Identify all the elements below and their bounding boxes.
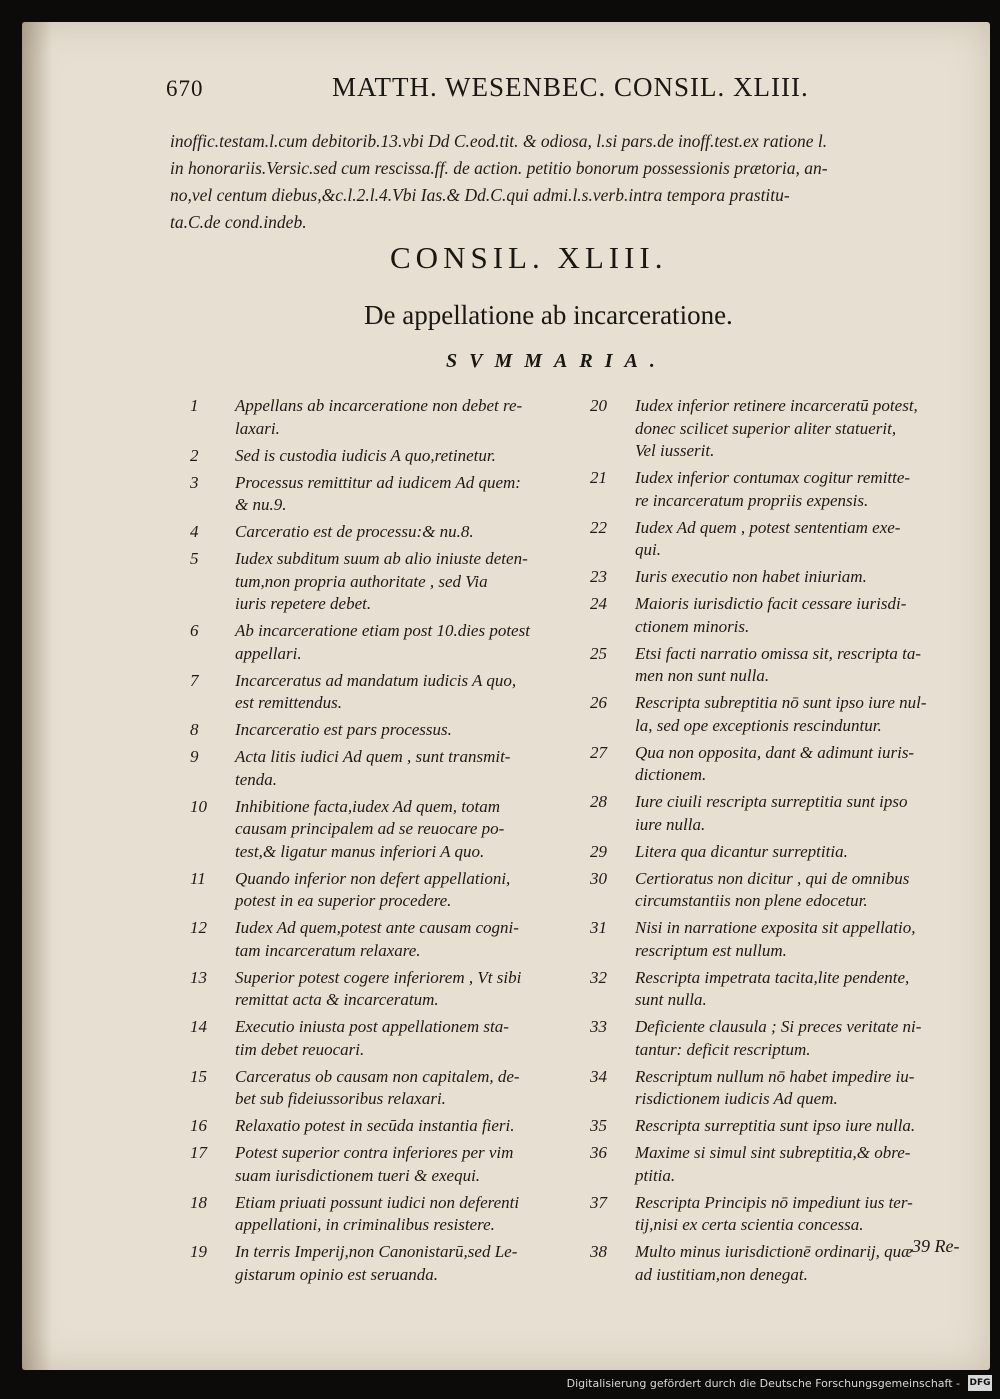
- entry-text-line: iuris repetere debet.: [235, 594, 372, 613]
- entry-number: 25: [590, 643, 607, 663]
- summaria-entry: [590, 868, 970, 913]
- entry-text-line: Rescriptum nullum nō habet impedire iu-: [635, 1066, 915, 1086]
- entry-text-line: Iudex inferior retinere incarceratū potest,: [635, 396, 918, 415]
- entry-number: 13: [190, 967, 207, 987]
- summaria-entry: [190, 395, 570, 440]
- entry-text-line: tim debet reuocari.: [235, 1039, 365, 1059]
- entry-text-line: Litera qua dicantur surreptitia.: [635, 841, 848, 861]
- text-line: inoffic.testam.l.cum debitorib.13.vbi Dd C.eod.tit. & odiosa, l.si pars.de inoff.test.ex ratione l.: [170, 131, 828, 151]
- running-head: [166, 72, 816, 108]
- entry-text-line: Rescripta impetrata tacita,lite pendente,: [635, 967, 910, 987]
- entry-number: 2: [190, 445, 199, 465]
- entry-text-line: Incarceratio est pars processus.: [235, 720, 452, 739]
- summaria-right-column: [590, 395, 970, 1291]
- summaria-entry: [590, 517, 970, 562]
- text-line: no,vel centum diebus,&c.l.2.l.4.Vbi Ias.& Dd.C.qui admi.l.s.verb.intra tempora prastitu-: [170, 185, 790, 205]
- summaria-entry: [590, 1115, 970, 1138]
- summaria-entry: [590, 791, 970, 836]
- text-line: in honorariis.Versic.sed cum rescissa.ff. de action. petitio bonorum possessionis prætoria, an-: [170, 158, 828, 178]
- entry-text-line: bet sub fideiussoribus relaxari.: [235, 1089, 446, 1108]
- entry-text-line: Incarceratus ad mandatum iudicis A quo,: [235, 670, 517, 690]
- entry-text-line: est remittendus.: [235, 693, 343, 712]
- summaria-entry: [190, 719, 570, 742]
- entry-text-line: qui.: [635, 540, 661, 559]
- entry-number: 7: [190, 670, 199, 690]
- summaria-entry: [190, 1142, 570, 1187]
- entry-text-line: risdictionem iudicis Ad quem.: [635, 1089, 838, 1108]
- summaria-entry: [190, 1241, 570, 1286]
- entry-text-line: Qua non opposita, dant & adimunt iuris-: [635, 742, 915, 762]
- entry-number: 4: [190, 522, 199, 541]
- summaria-entry: [190, 521, 570, 544]
- entry-text-line: Iudex subditum suum ab alio iniuste deten-: [235, 549, 528, 568]
- entry-text-line: Carceratus ob causam non capitalem, de-: [235, 1066, 520, 1086]
- entry-number: 10: [190, 796, 207, 816]
- consil-subject: De appellatione ab incarceratione.: [364, 300, 733, 330]
- entry-text-line: In terris Imperij,non Canonistarū,sed Le-: [235, 1242, 518, 1261]
- summaria-entry: [190, 1016, 570, 1061]
- entry-number: 26: [590, 693, 607, 712]
- entry-text-line: tum,non propria authoritate , sed Via: [235, 571, 488, 591]
- entry-text-line: suam iurisdictionem tueri & exequi.: [235, 1165, 481, 1185]
- summaria-entry: [590, 1142, 970, 1187]
- entry-number: 31: [590, 918, 607, 937]
- dfg-logo: DFG: [968, 1375, 992, 1391]
- entry-text-line: re incarceratum propriis expensis.: [635, 490, 869, 510]
- summaria-entry: [190, 472, 570, 517]
- entry-text-line: Inhibitione facta,iudex Ad quem, totam: [235, 796, 501, 816]
- entry-text-line: Nisi in narratione exposita sit appellatio,: [635, 918, 916, 937]
- summaria-entry: [190, 1192, 570, 1237]
- entry-text-line: Iure ciuili rescripta surreptitia sunt ipso: [635, 792, 908, 811]
- entry-text-line: test,& ligatur manus inferiori A quo.: [235, 841, 485, 861]
- entry-text-line: tij,nisi ex certa scientia concessa.: [635, 1215, 864, 1234]
- entry-number: 21: [590, 468, 607, 487]
- entry-text-line: ctionem minoris.: [635, 616, 750, 636]
- entry-number: 22: [590, 517, 607, 537]
- entry-text-line: Processus remittitur ad iudicem Ad quem:: [235, 472, 521, 492]
- entry-text-line: circumstantiis non plene edocetur.: [635, 891, 868, 910]
- summaria-entry: [190, 1115, 570, 1138]
- entry-text-line: Sed is custodia iudicis A quo,retinetur.: [235, 445, 496, 465]
- entry-text-line: Rescripta Principis nō impediunt ius ter-: [635, 1192, 913, 1212]
- summaria-left-column: [190, 395, 570, 1291]
- entry-text-line: remittat acta & incarceratum.: [235, 990, 439, 1009]
- entry-number: 37: [590, 1192, 607, 1212]
- entry-text-line: sunt nulla.: [635, 990, 707, 1009]
- entry-number: 17: [190, 1143, 207, 1162]
- entry-number: 5: [190, 549, 199, 568]
- summaria-entry: [590, 593, 970, 638]
- summaria-entry: [590, 1192, 970, 1237]
- summaria-entry: [190, 445, 570, 468]
- entry-number: 35: [590, 1116, 607, 1135]
- entry-text-line: laxari.: [235, 418, 280, 438]
- entry-text-line: causam principalem ad se reuocare po-: [235, 819, 505, 838]
- entry-text-line: Multo minus iurisdictionē ordinarij, quæ: [635, 1242, 913, 1261]
- entry-number: 15: [190, 1066, 207, 1086]
- entry-text-line: Potest superior contra inferiores per vim: [235, 1143, 514, 1162]
- entry-text-line: tantur: deficit rescriptum.: [635, 1039, 811, 1059]
- entry-text-line: Rescripta surreptitia sunt ipso iure nulla.: [635, 1116, 916, 1135]
- entry-text-line: Rescripta subreptitia nō sunt ipso iure nul-: [635, 693, 927, 712]
- summaria-entry: [190, 746, 570, 791]
- summaria-entry: [190, 796, 570, 864]
- summaria-entry: [590, 467, 970, 512]
- summaria-entry: [190, 868, 570, 913]
- entry-text-line: ad iustitiam,non denegat.: [635, 1264, 808, 1284]
- page-number: 670: [166, 76, 204, 101]
- entry-text-line: Appellans ab incarceratione non debet re-: [235, 396, 523, 415]
- entry-text-line: Quando inferior non defert appellationi,: [235, 868, 511, 888]
- entry-text-line: Etsi facti narratio omissa sit, rescripta ta-: [635, 643, 922, 663]
- summaria-entry: [590, 1066, 970, 1111]
- entry-number: 29: [590, 841, 607, 861]
- summaria-entry: [590, 643, 970, 688]
- entry-text-line: potest in ea superior procedere.: [235, 891, 452, 910]
- entry-text-line: Deficiente clausula ; Si preces veritate ni-: [635, 1017, 922, 1036]
- entry-text-line: iure nulla.: [635, 814, 706, 834]
- summaria-entry: [590, 742, 970, 787]
- summaria-heading: SVMMARIA.: [446, 350, 667, 372]
- entry-text-line: Maioris iurisdictio facit cessare iurisdi-: [635, 594, 907, 613]
- entry-text-line: Certioratus non dicitur , qui de omnibus: [635, 868, 910, 888]
- entry-text-line: dictionem.: [635, 765, 707, 784]
- running-title: MATTH. WESENBEC. CONSIL. XLIII.: [332, 72, 809, 102]
- entry-text-line: tenda.: [235, 769, 278, 789]
- summaria-entry: [590, 566, 970, 589]
- consil-title: CONSIL. XLIII.: [390, 240, 668, 275]
- entry-number: 28: [590, 792, 607, 811]
- text-line: ta.C.de cond.indeb.: [170, 212, 307, 232]
- entry-text-line: Executio iniusta post appellationem sta-: [235, 1017, 509, 1036]
- entry-number: 16: [190, 1116, 207, 1135]
- summaria-entry: [190, 1066, 570, 1111]
- summaria-entry: [590, 692, 970, 737]
- catchword: 39 Re-: [912, 1236, 960, 1256]
- entry-text-line: donec scilicet superior aliter statuerit,: [635, 418, 897, 438]
- entry-number: 36: [590, 1143, 607, 1162]
- entry-text-line: Vel iusserit.: [635, 441, 715, 460]
- footer-credit: Digitalisierung gefördert durch die Deutsche Forschungsgemeinschaft -: [566, 1377, 960, 1390]
- entry-text-line: appellationi, in criminalibus resistere.: [235, 1215, 495, 1234]
- entry-text-line: Maxime si simul sint subreptitia,& obre-: [635, 1143, 911, 1162]
- entry-number: 20: [590, 396, 607, 415]
- entry-text-line: Acta litis iudici Ad quem , sunt transmit-: [235, 747, 511, 766]
- entry-number: 33: [590, 1017, 607, 1036]
- entry-number: 3: [190, 472, 199, 492]
- summaria-entry: [190, 548, 570, 616]
- entry-number: 19: [190, 1242, 207, 1261]
- entry-text-line: Iudex Ad quem , potest sententiam exe-: [635, 517, 901, 537]
- entry-number: 8: [190, 720, 199, 739]
- summaria-entry: [590, 1016, 970, 1061]
- entry-number: 34: [590, 1066, 607, 1086]
- entry-number: 6: [190, 621, 199, 640]
- digitization-footer: [0, 1371, 1000, 1399]
- summaria-entry: [190, 917, 570, 962]
- entry-number: 30: [590, 868, 607, 888]
- entry-number: 38: [590, 1242, 607, 1261]
- summaria-entry: [190, 670, 570, 715]
- entry-number: 18: [190, 1192, 207, 1212]
- entry-text-line: tam incarceratum relaxare.: [235, 940, 421, 960]
- summaria-entry: [190, 967, 570, 1012]
- entry-text-line: Ab incarceratione etiam post 10.dies potest: [235, 621, 530, 640]
- entry-text-line: gistarum opinio est seruanda.: [235, 1264, 439, 1284]
- summaria-entry: [190, 620, 570, 665]
- entry-text-line: Superior potest cogere inferiorem , Vt sibi: [235, 967, 522, 987]
- previous-consil-ending: [170, 128, 964, 236]
- entry-text-line: Iudex Ad quem,potest ante causam cogni-: [235, 918, 519, 937]
- entry-number: 1: [190, 396, 199, 415]
- entry-text-line: Relaxatio potest in secūda instantia fieri.: [235, 1116, 515, 1135]
- summaria-entry: [590, 967, 970, 1012]
- summaria-entry: [590, 841, 970, 864]
- entry-number: 24: [590, 594, 607, 613]
- entry-text-line: Iudex inferior contumax cogitur remitte-: [635, 468, 911, 487]
- entry-number: 27: [590, 742, 607, 762]
- summaria-entry: [590, 917, 970, 962]
- entry-text-line: appellari.: [235, 643, 302, 663]
- entry-number: 23: [590, 567, 607, 586]
- entry-number: 9: [190, 747, 199, 766]
- entry-text-line: ptitia.: [635, 1165, 676, 1185]
- entry-number: 32: [590, 967, 607, 987]
- summaria-entry: [590, 395, 970, 463]
- entry-number: 14: [190, 1017, 207, 1036]
- entry-text-line: Carceratio est de processu:& nu.8.: [235, 522, 474, 541]
- entry-text-line: la, sed ope exceptionis rescinduntur.: [635, 715, 882, 735]
- page-gutter-shadow: [22, 22, 52, 1370]
- entry-text-line: Iuris executio non habet iniuriam.: [635, 567, 867, 586]
- entry-text-line: rescriptum est nullum.: [635, 940, 787, 960]
- entry-text-line: & nu.9.: [235, 495, 287, 514]
- entry-text-line: Etiam priuati possunt iudici non deferenti: [235, 1192, 520, 1212]
- entry-number: 12: [190, 918, 207, 937]
- entry-number: 11: [190, 868, 206, 888]
- entry-text-line: men non sunt nulla.: [635, 666, 770, 685]
